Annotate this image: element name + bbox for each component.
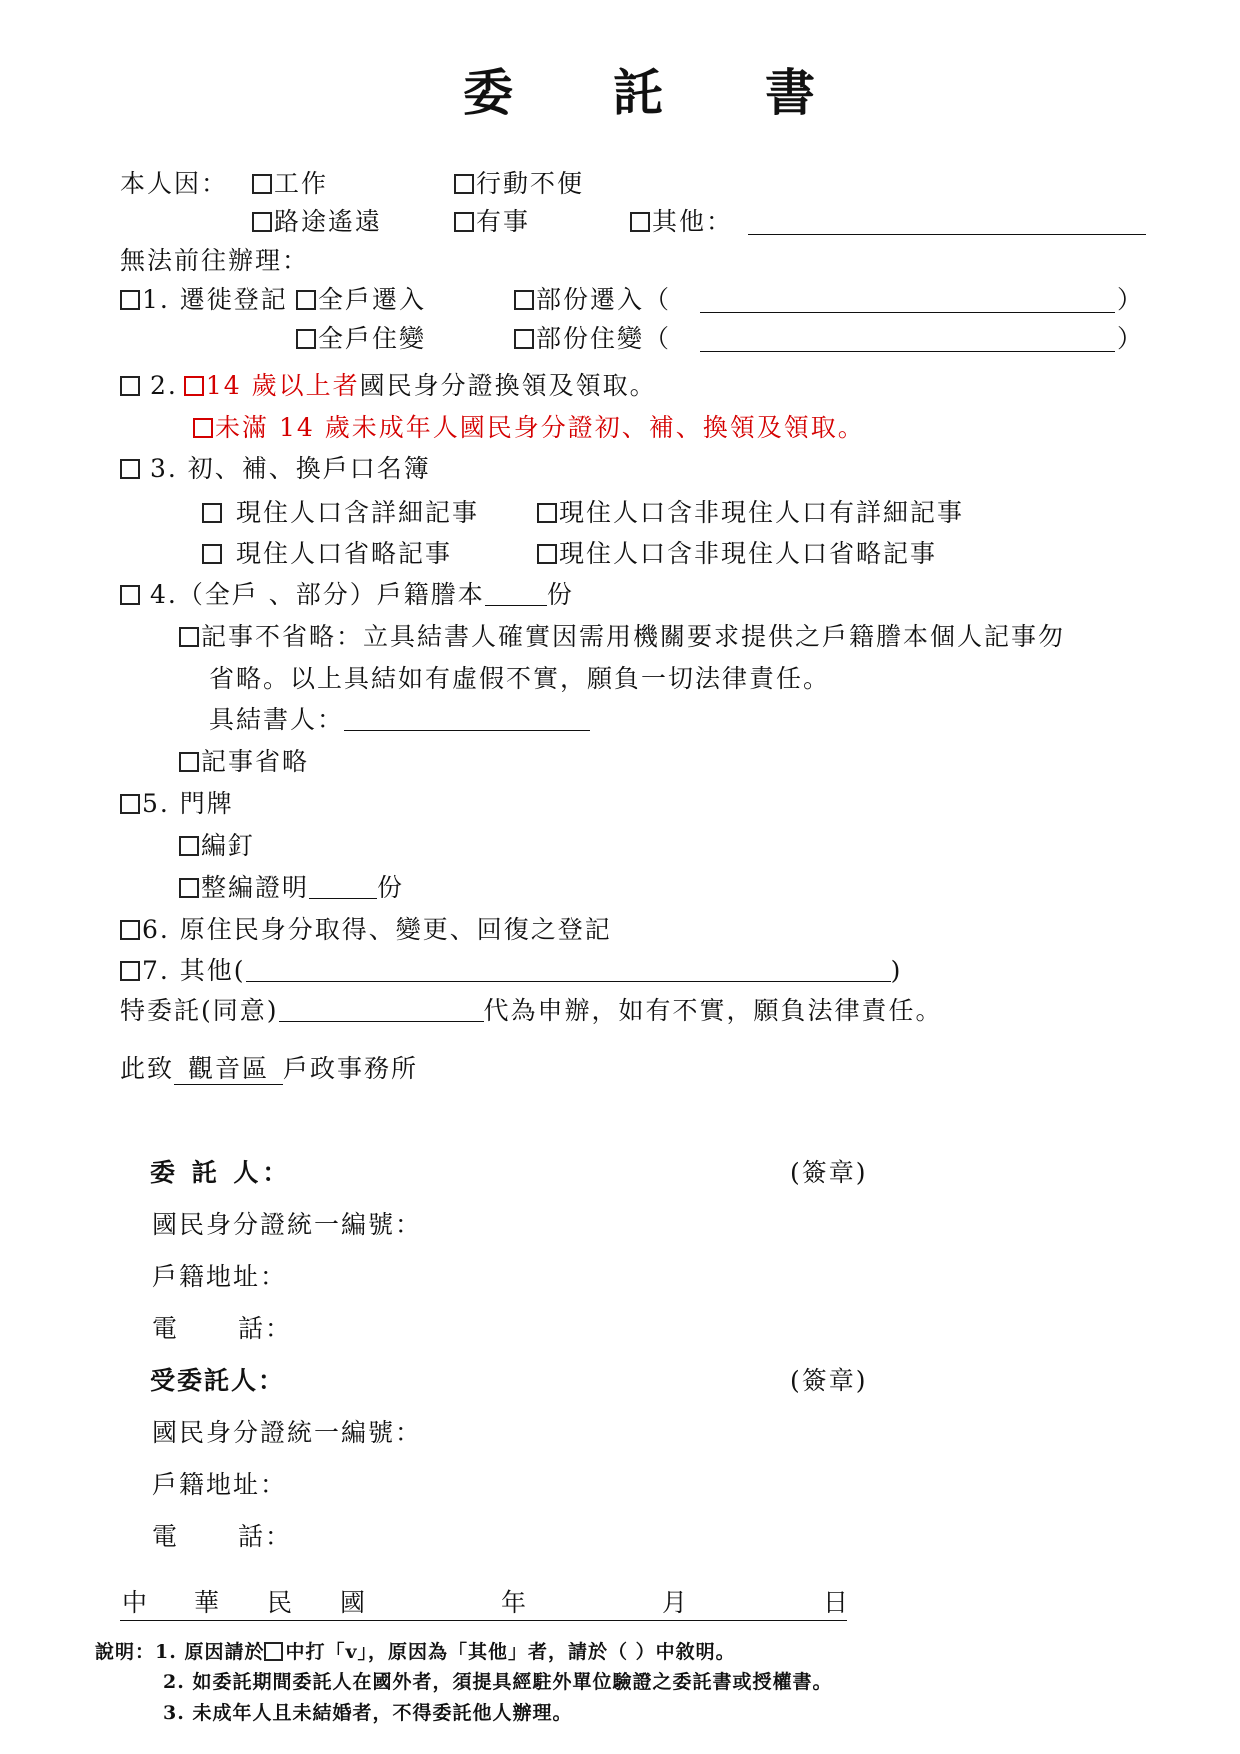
- reason-other-field[interactable]: [748, 212, 1146, 235]
- item4-omitted[interactable]: 記事省略: [179, 749, 309, 774]
- certificate-copies-field[interactable]: [309, 876, 377, 899]
- part-addr-change-field[interactable]: [700, 329, 1115, 352]
- checkbox-under-14[interactable]: [193, 418, 213, 438]
- item5-nail[interactable]: 編釘: [179, 833, 255, 858]
- principal-address-label: 戶籍地址：: [152, 1262, 288, 1291]
- item4-declarant: 具結書人：: [209, 707, 590, 732]
- checkbox-omitted[interactable]: [179, 752, 199, 772]
- checkbox-item1[interactable]: [120, 290, 140, 310]
- part-move-in-field[interactable]: [700, 290, 1115, 313]
- checkbox-mobility[interactable]: [454, 174, 474, 194]
- item5-certificate[interactable]: 整編證明 份: [179, 875, 404, 900]
- reason-distance[interactable]: 路途遙遠: [252, 209, 382, 234]
- item1-all-addr-change[interactable]: 全戶住變: [296, 326, 426, 351]
- title-char-2: 託: [613, 63, 663, 122]
- checkbox-item4[interactable]: [120, 585, 140, 605]
- title-char-1: 委: [463, 63, 513, 122]
- note-2: 2. 如委託期間委託人在國外者，須提具經駐外單位驗證之委託書或授權書。: [163, 1671, 833, 1693]
- checkbox-certificate[interactable]: [179, 878, 199, 898]
- reason-other[interactable]: 其他：: [630, 209, 733, 234]
- checkbox-busy[interactable]: [454, 212, 474, 232]
- date-line: [120, 1588, 847, 1621]
- checkbox-item3[interactable]: [120, 459, 140, 479]
- principal-label: 委 託 人：: [150, 1158, 292, 1187]
- date-year: 年: [501, 1588, 529, 1617]
- title-char-3: 書: [765, 63, 815, 122]
- date-char-1: 中: [122, 1588, 150, 1617]
- reason-mobility[interactable]: 行動不便: [454, 171, 584, 196]
- note-3: 3. 未成年人且未結婚者，不得委託他人辦理。: [163, 1702, 573, 1724]
- item3-opt1[interactable]: 現住人口含詳細記事: [202, 500, 479, 525]
- declarant-field[interactable]: [344, 708, 590, 731]
- addressee: 此致 觀音區 戶政事務所: [120, 1054, 419, 1083]
- checkbox-all-move-in[interactable]: [296, 290, 316, 310]
- checkbox-opt1[interactable]: [202, 503, 222, 523]
- item1-all-move-in[interactable]: 全戶遷入: [296, 287, 426, 312]
- checkbox-opt4[interactable]: [537, 544, 557, 564]
- date-month: 月: [662, 1588, 690, 1617]
- checkbox-nail[interactable]: [179, 836, 199, 856]
- principal-id-label: 國民身分證統一編號：: [152, 1210, 423, 1239]
- checkbox-item2[interactable]: [120, 376, 140, 396]
- item7-other[interactable]: 7. 其他( ): [120, 958, 902, 983]
- item7-field[interactable]: [246, 959, 891, 982]
- agent-phone-label-2: 話：: [238, 1522, 293, 1551]
- note-1: 說明：1. 原因請於 中打「v」，原因為「其他」者，請於（ ）中敘明。: [95, 1641, 736, 1663]
- checkbox-opt3[interactable]: [202, 544, 222, 564]
- special-authorization: 特委託(同意) 代為申辦，如有不實，願負法律責任。: [120, 996, 943, 1025]
- agent-id-label: 國民身分證統一編號：: [152, 1418, 423, 1447]
- checkbox-all-addr-change[interactable]: [296, 329, 316, 349]
- reason-busy[interactable]: 有事: [454, 209, 530, 234]
- paren-close-1: ）: [1117, 285, 1145, 314]
- agent-seal[interactable]: (簽章): [790, 1366, 868, 1395]
- item1-part-move-in[interactable]: 部份遷入（: [514, 287, 671, 312]
- principal-phone-label-1: 電: [152, 1314, 180, 1343]
- item3-opt2[interactable]: 現住人口含非現住人口有詳細記事: [537, 500, 964, 525]
- item4-full-record[interactable]: 記事不省略：立具結書人確實因需用機關要求提供之戶籍謄本個人記事勿: [179, 624, 1065, 649]
- item4-transcript[interactable]: 4.（全戶 、部分）戶籍謄本 份: [120, 582, 574, 607]
- date-char-4: 國: [340, 1588, 368, 1617]
- item3-opt4[interactable]: 現住人口含非現住人口省略記事: [537, 541, 937, 566]
- authorized-person-field[interactable]: [279, 999, 484, 1022]
- item2-id-card[interactable]: 2. 14 歲以上者國民身分證換領及領取。: [120, 373, 657, 398]
- principal-phone-label-2: 話：: [238, 1314, 293, 1343]
- date-char-3: 民: [267, 1588, 295, 1617]
- checkbox-part-move-in[interactable]: [514, 290, 534, 310]
- checkbox-item5[interactable]: [120, 794, 140, 814]
- principal-seal[interactable]: (簽章): [790, 1158, 868, 1187]
- paren-close-2: ）: [1117, 324, 1145, 353]
- item3-household-book[interactable]: 3. 初、補、換戶口名簿: [120, 456, 431, 481]
- checkbox-full-record[interactable]: [179, 627, 199, 647]
- item5-doorplate[interactable]: 5. 門牌: [120, 791, 234, 816]
- agent-label: 受委託人：: [150, 1366, 286, 1395]
- checkbox-other[interactable]: [630, 212, 650, 232]
- checkbox-opt2[interactable]: [537, 503, 557, 523]
- district-field[interactable]: 觀音區: [174, 1054, 283, 1085]
- checkbox-part-addr-change[interactable]: [514, 329, 534, 349]
- reason-prefix: 本人因：: [120, 169, 229, 198]
- date-char-2: 華: [194, 1588, 222, 1617]
- checkbox-item6[interactable]: [120, 920, 140, 940]
- note-checkbox-icon: [264, 1642, 283, 1661]
- item1-part-addr-change[interactable]: 部份住變（: [514, 326, 671, 351]
- agent-address-label: 戶籍地址：: [152, 1470, 288, 1499]
- date-day: 日: [823, 1588, 851, 1617]
- checkbox-work[interactable]: [252, 174, 272, 194]
- unable-label: 無法前往辦理：: [120, 246, 310, 275]
- item3-opt3[interactable]: 現住人口省略記事: [202, 541, 452, 566]
- item6-indigenous[interactable]: 6. 原住民身分取得、變更、回復之登記: [120, 917, 612, 942]
- checkbox-item7[interactable]: [120, 961, 140, 981]
- item2-minor-line[interactable]: 未滿 14 歲未成年人國民身分證初、補、換領及領取。: [193, 415, 865, 440]
- checkbox-distance[interactable]: [252, 212, 272, 232]
- checkbox-over-14[interactable]: [184, 376, 204, 396]
- reason-work[interactable]: 工作: [252, 171, 328, 196]
- item4-full-record-line2: 省略。以上具結如有虛假不實，願負一切法律責任。: [209, 664, 831, 693]
- item4-copies-field[interactable]: [485, 583, 547, 606]
- agent-phone-label-1: 電: [152, 1522, 180, 1551]
- item1-migration[interactable]: 1. 遷徙登記: [120, 287, 288, 312]
